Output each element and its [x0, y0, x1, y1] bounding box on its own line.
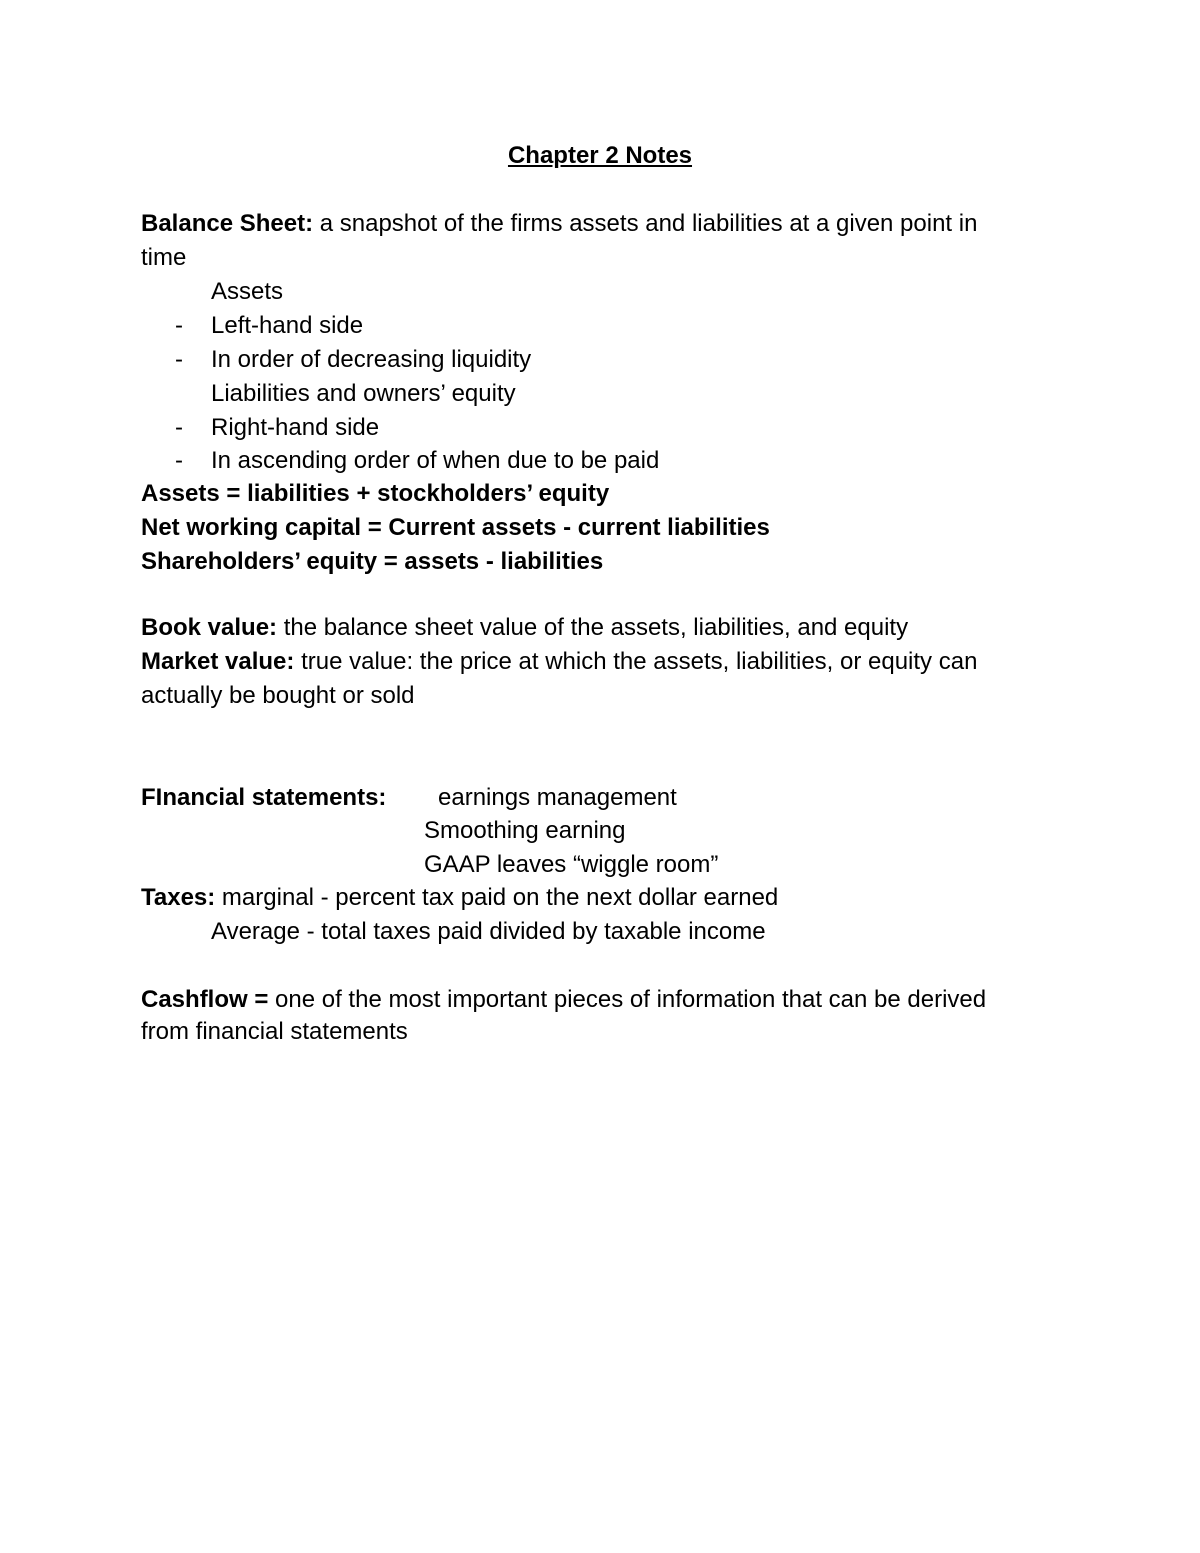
market-value-term: Market value: — [141, 648, 295, 675]
cashflow-text-1: one of the most important pieces of information that can be derived — [268, 986, 987, 1013]
list-item: In ascending order of when due to be paid — [211, 447, 660, 474]
taxes-term: Taxes: — [141, 884, 216, 911]
cashflow-definition — [141, 985, 986, 1015]
assets-heading: Assets — [211, 278, 284, 305]
taxes-definition — [141, 883, 778, 913]
financial-statements-item: GAAP leaves “wiggle room” — [424, 851, 719, 878]
equation-shareholders-equity: Shareholders’ equity = assets - liabilities — [141, 548, 604, 575]
book-value-text: the balance sheet value of the assets, liabilities, and equity — [277, 614, 909, 641]
list-item: Left-hand side — [211, 312, 364, 339]
equation-net-working-capital: Net working capital = Current assets - current liabilities — [141, 514, 770, 541]
taxes-marginal: marginal - percent tax paid on the next dollar earned — [215, 884, 779, 911]
list-item: In order of decreasing liquidity — [211, 346, 532, 373]
financial-statements-term: FInancial statements: — [141, 784, 387, 811]
page-title: Chapter 2 Notes — [507, 142, 693, 169]
book-value-term: Book value: — [141, 614, 278, 641]
balance-sheet-term: Balance Sheet: — [141, 210, 314, 237]
cashflow-text-2: from financial statements — [141, 1018, 408, 1045]
balance-sheet-text-2: time — [141, 244, 187, 271]
market-value-text-2: actually be bought or sold — [141, 682, 415, 709]
market-value-definition — [141, 647, 977, 677]
bullet-dash: - — [175, 447, 183, 474]
taxes-average: Average - total taxes paid divided by taxable income — [211, 918, 766, 945]
financial-statements-item: Smoothing earning — [424, 817, 626, 844]
liabilities-heading: Liabilities and owners’ equity — [211, 380, 516, 407]
bullet-dash: - — [175, 346, 183, 373]
balance-sheet-definition — [141, 209, 977, 239]
financial-statements-item: earnings management — [438, 784, 677, 811]
bullet-dash: - — [175, 312, 183, 339]
list-item: Right-hand side — [211, 414, 380, 441]
book-value-definition — [141, 613, 908, 643]
balance-sheet-text-1: a snapshot of the firms assets and liabilities at a given point in — [313, 210, 978, 237]
market-value-text-1: true value: the price at which the assets, liabilities, or equity can — [294, 648, 978, 675]
cashflow-term: Cashflow = — [141, 986, 269, 1013]
equation-assets: Assets = liabilities + stockholders’ equity — [141, 480, 610, 507]
bullet-dash: - — [175, 414, 183, 441]
